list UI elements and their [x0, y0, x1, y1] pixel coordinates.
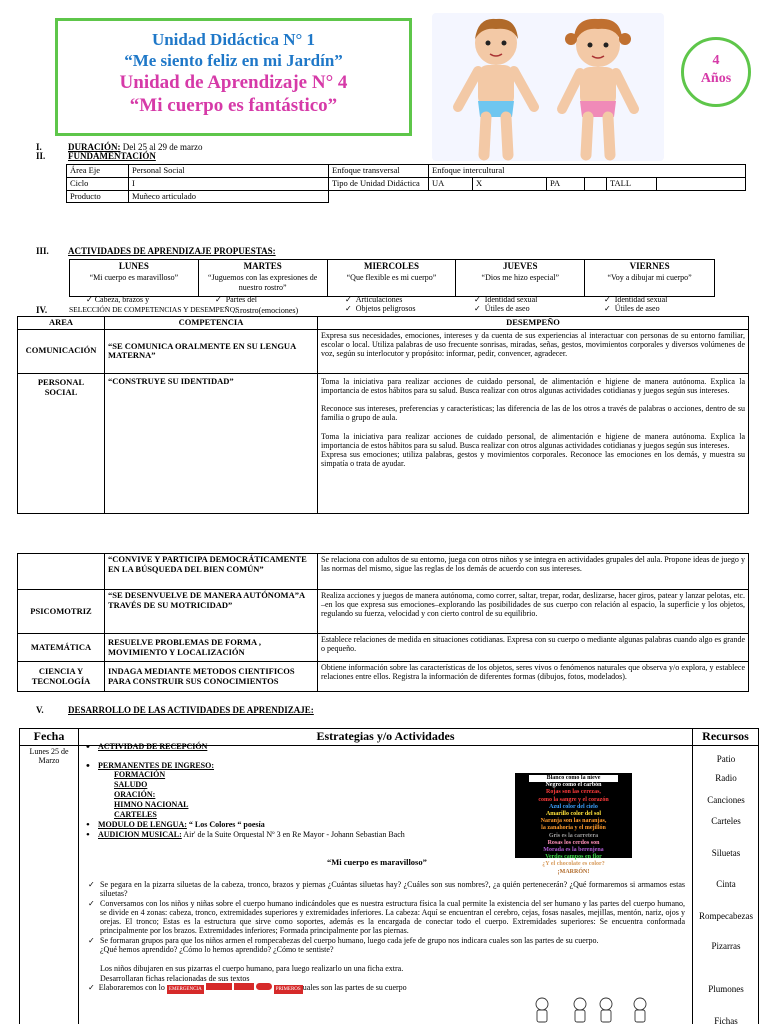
poem-line: Rosas los cerdos son [547, 839, 600, 846]
comp-desempeno: Obtiene información sobre las características de los objetos, seres vivos o fenómenos naturales que observa y/o explora, y establece relaciones entre ellos. Registra la información de diferentes formas (dibujos, fotos, modelados). [318, 662, 749, 692]
competencias-table-a [17, 316, 749, 514]
section-fundamentacion [36, 151, 156, 161]
day-title: “Juguemos con las expresiones de nuestro rostro” [198, 272, 327, 296]
section-number: II. [36, 151, 46, 161]
fund-cell: Ciclo [67, 177, 129, 190]
weekly-activities-table [69, 259, 715, 297]
section-desarrollo [36, 705, 314, 715]
recurso-item: Patio [716, 754, 736, 764]
section-number: I. [36, 142, 42, 152]
day-items-lunes [86, 295, 198, 304]
fund-cell: PA [547, 177, 585, 190]
day-lunes: LUNES [70, 260, 199, 273]
comp-desempeno: Expresa sus necesidades, emociones, intereses y da cuenta de sus experiencias al interactuar con personas de su entorno familiar, escolar o local. Utiliza palabras de uso frecuente sonrisas, miradas, señas, gestos, movimientos corporales y diversos volúmenes de voz, según su interlocutor y propósito: informar, pedir, convencer, agradecer. [318, 329, 749, 373]
duration-value: Del 25 al 29 de marzo [120, 142, 203, 152]
comp-competencia: “SE COMUNICA ORALMENTE EN SU LENGUA MATERNA” [105, 329, 318, 373]
recurso-item: Radio [715, 773, 737, 783]
competencias-table-b [17, 553, 749, 692]
day-title: “Dios me hizo especial” [456, 272, 585, 296]
mini-sign [256, 983, 272, 990]
section-number: III. [36, 246, 49, 256]
act-item: • MODULO DE LENGUA: “ Los Colores “ poesía [86, 820, 506, 829]
day-title: “Voy a dibujar mi cuerpo” [585, 272, 715, 296]
age-number: 4 [712, 53, 720, 68]
day-item: …rostro(emociones) [232, 306, 299, 315]
day-title: “Mi cuerpo es maravilloso” [70, 272, 199, 296]
day-items-martes [215, 295, 257, 304]
act-header-fecha: Fecha [20, 729, 79, 746]
day-item: ✓ Identidad sexual [474, 295, 538, 304]
act-check-item: ✓ Se formaran grupos para que los niños armen el rompecabezas del cuerpo humano, luego cada jefe de grupo nos indicara cuales son las partes de su cuerpo. [88, 936, 685, 945]
comp-desempeno: Reconoce sus intereses, preferencias y características; las diferencia de las de los otros a través de palabras o acciones, dentro de su familia o grupo de aula. [321, 404, 745, 423]
comp-desempeno: Establece relaciones de medida en situaciones cotidianas. Expresa con su cuerpo o mediante algunas palabras cuando algo es grande o pequeño. [318, 634, 749, 662]
fund-cell: TALL [607, 177, 657, 190]
comp-header-competencia: COMPETENCIA [105, 317, 318, 330]
unit-title-line1: Unidad Didáctica N° 1 [151, 30, 316, 49]
fund-cell [329, 190, 746, 203]
act-bullets [86, 742, 506, 839]
comp-competencia: “CONSTRUYE SU IDENTIDAD” [105, 373, 318, 513]
poem-line: Gris es la carretera [548, 832, 599, 839]
comp-area [18, 554, 105, 590]
recurso-item: Cinta [716, 879, 736, 889]
act-item: • ACTIVIDAD DE RECEPCIÓN [86, 742, 506, 751]
children-illustration [432, 13, 664, 161]
day-item: ✓ Cabeza, brazos y [86, 295, 150, 304]
recurso-item: Canciones [707, 795, 745, 805]
ingreso-item: FORMACIÓN [114, 770, 166, 780]
fund-cell: Enfoque transversal [329, 165, 429, 178]
fund-cell: Muñeco articulado [129, 190, 329, 203]
mini-sign: EMERGENCIA [167, 985, 204, 994]
poem-line: Amarillo color del sol [545, 811, 602, 818]
recurso-item: Plumones [708, 984, 744, 994]
unit-title-line3: Unidad de Aprendizaje N° 4 [119, 72, 348, 93]
fund-cell [657, 177, 746, 190]
kids-outline-image [528, 996, 658, 1024]
act-last: ✓ Elaboraremos con lo EMERGENCIA PRIMEROS uales son las partes de su cuerpo [88, 983, 685, 994]
act-question: ¿Qué hemos aprendido? ¿Cómo lo hemos aprendido? ¿Cómo te sentiste? [100, 945, 334, 955]
day-item: ✓ Partes del [215, 295, 258, 304]
act-fecha: Lunes 25 de Marzo [20, 745, 79, 1024]
poem-line: Verdes campos en flor [545, 854, 602, 861]
act-tail: Los niños dibujaren en sus pizarras el cuerpo humano, para luego realizarlo un una ficha extra. [100, 964, 404, 974]
recurso-item: Fichas [714, 1016, 738, 1024]
fund-cell: Personal Social [129, 165, 329, 178]
section-number: V. [36, 705, 44, 715]
day-miercoles: MIERCOLES [327, 260, 456, 273]
mini-sign [234, 983, 254, 990]
fund-cell: Tipo de Unidad Didáctica [329, 177, 429, 190]
poem-line: como la sangre y el corazón [538, 796, 609, 803]
comp-area: CIENCIA Y TECNOLOGÍA [18, 662, 105, 692]
unit-title-line4: “Mi cuerpo es fantástico” [129, 95, 338, 116]
day-items-jueves [474, 295, 537, 313]
act-item: • AUDICION MUSICAL: Air' de la Suite Orquestal Nº 3 en Re Mayor - Johann Sebastian Bach [86, 830, 506, 839]
comp-desempeno: Toma la iniciativa para realizar acciones de cuidado personal, de alimentación e higiene de manera autónoma. Explica la importancia de estos hábitos para su salud. Busca realizar con otros algunas actividades cotidianas y juegos según sus intereses. [321, 376, 745, 395]
fund-cell: Área Eje [67, 165, 129, 178]
comp-competencia: “CONVIVE Y PARTICIPA DEMOCRÁTICAMENTE EN LA BÚSQUEDA DEL BIEN COMÚN” [105, 554, 318, 590]
fund-cell: X [473, 177, 547, 190]
day-title: “Que flexible es mi cuerpo” [327, 272, 456, 296]
fund-cell: Producto [67, 190, 129, 203]
comp-header-desempeno: DESEMPEÑO [318, 317, 749, 330]
fundamentacion-table [66, 164, 746, 203]
poem-line: ¿Y el chocolate es color? [542, 861, 605, 868]
comp-competencia: INDAGA MEDIANTE METODOS CIENTIFICOS PARA CONSTRUIR SUS CONOCIMIENTOS [105, 662, 318, 692]
poem-line: Negro como el carbón [545, 782, 602, 789]
fund-cell: UA [429, 177, 473, 190]
day-item: ✓ Articulaciones [345, 295, 403, 304]
comp-desempeno: Toma la iniciativa para realizar acciones de cuidado personal, de alimentación e higiene de manera autónoma. Explica la importancia de estos hábitos para su salud. Busca realizar con otros algunas actividades cotidianas y juegos según sus intereses. Expresa sus emociones; utiliza palabras, gestos y movimientos corporales. Reconoce las emociones en los demás, y muestra su simpatía o trata de ayudar. [321, 431, 745, 469]
day-items-miercoles [345, 295, 415, 313]
poem-line: la zanahoria y el mejillón [541, 825, 606, 832]
children-body-image [432, 13, 664, 161]
ingreso-item: CARTELES [114, 810, 157, 820]
section-competencias-number: IV. [36, 305, 48, 315]
day-items-viernes [604, 295, 667, 313]
recurso-item: Siluetas [711, 848, 741, 858]
comp-competencia: RESUELVE PROBLEMAS DE FORMA , MOVIMIENTO Y LOCALIZACIÓN [105, 634, 318, 662]
day-item: ✓ Objetos peligrosos [345, 304, 416, 314]
act-checklist [88, 880, 685, 994]
ingreso-item: HIMNO NACIONAL [114, 800, 189, 810]
comp-area: COMUNICACIÓN [18, 329, 105, 373]
act-subtitle: “Mi cuerpo es maravilloso” [327, 857, 427, 867]
recurso-item: Carteles [711, 816, 741, 826]
comp-area: PERSONAL SOCIAL [18, 373, 105, 513]
recurso-item: Pizarras [711, 941, 741, 951]
section-label: DURACIÓN: [68, 142, 121, 152]
day-viernes: VIERNES [585, 260, 715, 273]
poem-line: Morada es la berenjena [543, 847, 604, 854]
fund-cell [585, 177, 607, 190]
act-check-item: ✓ Se pegara en la pizarra siluetas de la cabeza, tronco, brazos y piernas ¿Cuántas siluetas hay? ¿Cuáles son sus nombres?, ¿a quién pertenecerán? ¿Qué formaremos si armamos estas siluetas? [88, 880, 685, 899]
comp-desempeno: Realiza acciones y juegos de manera autónoma, como correr, saltar, trepar, rodar, deslizarse, hacer giros, patear y lanzar pelotas, etc. –en los que expresa sus emociones–explorando las posibilidades de sus cuerpo con relación al espacio, la superficie y los objetos, regulando su fuerza, velocidad y con cierto control de su equilibrio. [318, 590, 749, 634]
mini-sign: PRIMEROS [274, 985, 303, 994]
day-item: ✓ Identidad sexual [604, 295, 668, 304]
act-check-item: ✓ Conversamos con los niños y niñas sobre el cuerpo humano indicándoles que es nuestra estructura física la cual permite la existencia del ser humano y las partes del cuerpo humano, se divide en 4 zonas: cabeza, tronco, extremidades superiores y extremidades inferiores. La cabeza: Aquí se encuentran el cerebro, cejas, fosas nasales, mejillas, mentón, nariz, ojos y orejas. El tronco; Estas es la estructura que sirve como soportes, además es la encargada de conectar todo el cuerpo. Extremidades superiores: Se encuentra conformada principalmente por los brazos. Extremidades inferiores; Formada principalmente por las piernas. [88, 899, 685, 936]
act-header-estrategias: Estrategias y/o Actividades [79, 729, 693, 746]
poem-line: Blanco como la nieve [529, 775, 618, 782]
age-label: Años [700, 71, 732, 86]
fund-cell: Enfoque intercultural [429, 165, 746, 178]
poem-line: Azul color del cielo [549, 803, 598, 810]
section-actividades [36, 246, 276, 256]
section-label: FUNDAMENTACIÓN [68, 151, 156, 161]
day-item: ✓ Útiles de aseo [474, 304, 530, 314]
age-badge [681, 37, 751, 107]
ingreso-item: SALUDO [114, 780, 148, 790]
ingreso-list [86, 770, 506, 820]
day-jueves: JUEVES [456, 260, 585, 273]
section-label: ACTIVIDADES DE APRENDIZAJE PROPUESTAS: [68, 246, 276, 256]
comp-area: PSICOMOTRIZ [18, 590, 105, 634]
poem-line: ¡MARRÓN! [557, 868, 590, 875]
comp-competencia: “SE DESENVUELVE DE MANERA AUTÓNOMA”A TRAVÉS DE SU MOTRICIDAD” [105, 590, 318, 634]
mini-sign [206, 983, 232, 990]
act-tail2: Desarrollaran fichas relacionadas de sus textos [100, 973, 250, 983]
day-item: ✓ Útiles de aseo [604, 304, 660, 314]
colors-poem-card [515, 773, 632, 875]
comp-area: MATEMÁTICA [18, 634, 105, 662]
kids-coloring-drawing [528, 996, 658, 1024]
recurso-item: Rompecabezas [699, 911, 753, 921]
section-competencias-label: SELECCIÓN DE COMPETENCIAS Y DESEMPEÑOS [69, 305, 240, 314]
poem-line: Naranja son las naranjas, [540, 818, 607, 825]
comp-desempeno: Se relaciona con adultos de su entorno, juega con otros niños y se integra en actividades grupales del aula. Propone ideas de juego y las normas del mismo, sigue las reglas de los demás de acuerdo con sus intereses. [318, 554, 749, 590]
comp-desempeno-list [318, 373, 749, 513]
day-martes: MARTES [198, 260, 327, 273]
ingreso-item: ORACIÓN: [114, 790, 156, 800]
unit-title-line2: “Me siento feliz en mi Jardín” [124, 51, 343, 70]
fund-cell: I [129, 177, 329, 190]
unit-title-box [55, 18, 412, 136]
poem-line: Rojas son las cerezas, [546, 789, 601, 796]
act-item: • PERMANENTES DE INGRESO: [86, 761, 506, 770]
act-header-recursos: Recursos [693, 729, 759, 746]
section-label: DESARROLLO DE LAS ACTIVIDADES DE APRENDIZAJE: [68, 705, 314, 715]
comp-header-area: AREA [18, 317, 105, 330]
